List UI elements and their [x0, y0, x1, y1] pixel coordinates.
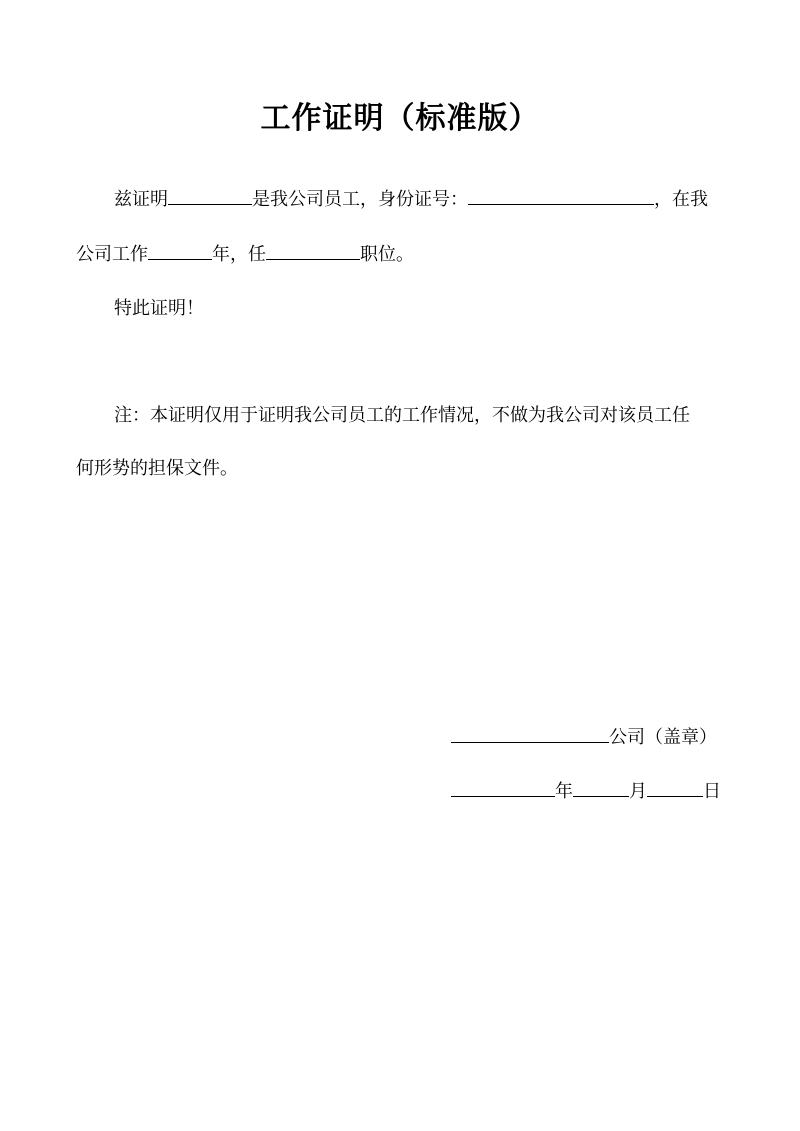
position-text: 职位。 [360, 244, 414, 265]
line1-end-text: ，在我 [654, 189, 708, 210]
document-title: 工作证明（标准版） [260, 101, 540, 136]
company-seal-label: 公司（盖章） [609, 727, 717, 748]
year-label: 年 [555, 781, 573, 802]
employee-text: 是我公司员工，身份证号： [252, 189, 468, 210]
company-blank [451, 724, 609, 743]
work-text: 公司工作 [76, 244, 148, 265]
day-label: 日 [703, 781, 721, 802]
years-blank [148, 241, 212, 260]
name-blank [168, 186, 252, 205]
id-number-blank [468, 186, 654, 205]
month-label: 月 [629, 781, 647, 802]
year-blank [451, 778, 555, 797]
position-blank [266, 241, 360, 260]
body-line-2 [76, 241, 414, 269]
signature-date-line [451, 778, 721, 806]
body-line-1 [114, 186, 708, 214]
intro-text: 兹证明 [114, 189, 168, 210]
month-blank [573, 778, 629, 797]
note-line-1: 注：本证明仅用于证明我公司员工的工作情况，不做为我公司对该员工任 [114, 405, 690, 426]
day-blank [647, 778, 703, 797]
signature-company-line [451, 724, 717, 752]
note-line-2: 何形势的担保文件。 [76, 458, 238, 479]
certify-line: 特此证明！ [114, 298, 204, 319]
year-text: 年，任 [212, 244, 266, 265]
